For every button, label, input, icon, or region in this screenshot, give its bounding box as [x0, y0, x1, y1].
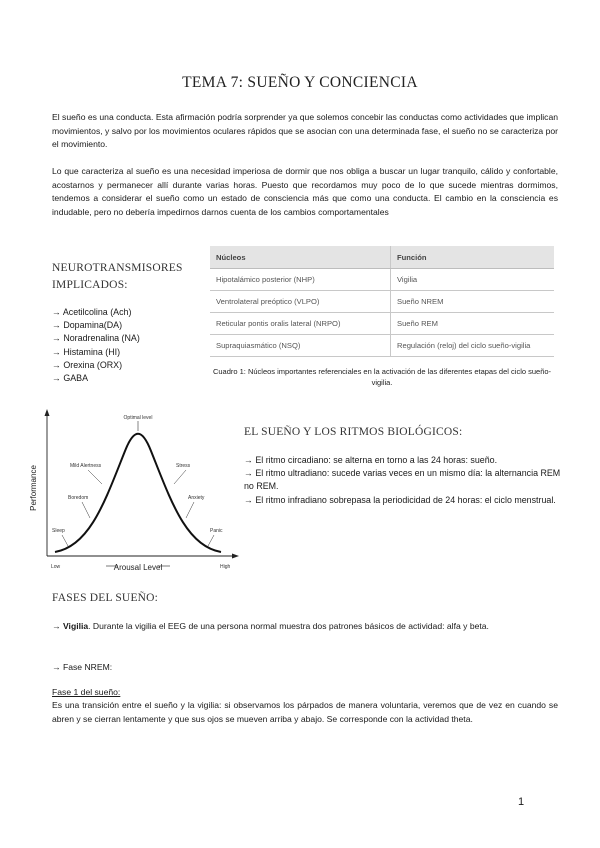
list-item: → El ritmo ultradiano: sucede varias veces en un mismo día: la alternancia REM no REM.	[244, 468, 561, 492]
curve-label-left-1: Mild Alertness	[70, 463, 102, 469]
list-item: → Noradrenalina (NA)	[52, 333, 140, 344]
label-pointer	[62, 535, 68, 546]
fase1-title: Fase 1 del sueño:	[52, 687, 121, 697]
nuclei-table	[210, 246, 554, 357]
list-item: → Orexina (ORX)	[52, 359, 123, 370]
table-header-nucleos: Núcleos	[210, 246, 391, 269]
intro-paragraph-2: Lo que caracteriza al sueño es una necesidad imperiosa de dormir que nos obliga a buscar un lugar tranquilo, cálido y confortable, acostarnos y permanecer allí durante varias horas. Puesto que recordamos muy poco de lo que sucede mientras dormimos, tendemos a considerar el sueño como un estado de consciencia más que como una conducta. El cambio en la consciencia es indudable, pero no debería impedirnos darnos cuenta de los cambios comportamentales	[52, 166, 558, 217]
peak-label: Optimal level	[123, 415, 153, 421]
y-axis-label: Performance	[29, 465, 38, 511]
label-pointer	[208, 535, 214, 546]
table-row	[210, 335, 554, 357]
ritmos-heading: EL SUEÑO Y LOS RITMOS BIOLÓGICOS:	[244, 426, 463, 438]
fase1-paragraph: Es una transición entre el sueño y la vigilia: si observamos los párpados de manera voluntaria, veremos que de vez en cuando se abren y se cierran lentamente y que sus ojos se mueven arriba y abajo. Se corresponde con la actividad theta.	[52, 700, 558, 724]
table-cell: Hipotalámico posterior (NHP)	[210, 269, 391, 291]
performance-curve	[55, 434, 221, 552]
table-cell: Ventrolateral preóptico (VLPO)	[210, 291, 391, 313]
label-pointer	[174, 470, 186, 484]
x-high-label: High	[220, 564, 231, 570]
list-item: → El ritmo infradiano sobrepasa la periodicidad de 24 horas: el ciclo menstrual.	[244, 494, 556, 505]
table-cell: Reticular pontis oralis lateral (NRPO)	[210, 313, 391, 335]
curve-label-right-3: Panic	[210, 528, 223, 534]
list-item: → El ritmo circadiano: se alterna en torno a las 24 horas: sueño.	[244, 455, 498, 465]
neuro-heading-line1: NEUROTRANSMISORES	[52, 262, 183, 274]
table-cell: Vigilia	[391, 269, 555, 291]
curve-label-right-2: Anxiety	[188, 495, 205, 501]
vigilia-paragraph	[52, 620, 558, 634]
table-caption: Cuadro 1: Núcleos importantes referenciales en la activación de las diferentes etapas del ciclo sueño-vigilia.	[212, 367, 552, 387]
label-pointer	[186, 502, 194, 518]
fases-heading: FASES DEL SUEÑO:	[52, 592, 159, 604]
list-item: → Acetilcolina (Ach)	[52, 307, 132, 317]
list-item: → Dopamina(DA)	[52, 320, 123, 331]
label-pointer	[88, 470, 102, 484]
x-axis-label: Arousal Level	[113, 563, 163, 572]
vigilia-label: → Vigilia	[52, 621, 89, 631]
intro-paragraph-1: El sueño es una conducta. Esta afirmación podría sorprender ya que solemos concebir las conductas como actividades que implican movimientos, y salvo por los movimientos oculares rápidos que se asocian con una determinada fase, el sueño no se caracteriza por el movimiento.	[52, 112, 558, 150]
table-row	[210, 313, 554, 335]
page-title: TEMA 7: SUEÑO Y CONCIENCIA	[182, 74, 418, 91]
vigilia-text: . Durante la vigilia el EEG de una persona normal muestra dos patrones básicos de actividad: alfa y beta.	[88, 621, 489, 631]
neurotransmitter-list	[52, 306, 140, 385]
ritmos-list	[244, 454, 562, 507]
page-number: 1	[518, 796, 525, 808]
label-pointer	[82, 502, 90, 518]
list-item: → Histamina (HI)	[52, 346, 121, 357]
x-axis-arrow-icon	[232, 554, 239, 559]
table-row	[210, 269, 554, 291]
table-header-row	[210, 246, 554, 269]
curve-label-left-2: Boredom	[68, 495, 89, 501]
table-cell: Supraquiasmático (NSQ)	[210, 335, 391, 357]
arousal-performance-graph	[30, 406, 240, 576]
curve-label-left-3: Sleep	[52, 528, 65, 534]
table-row	[210, 291, 554, 313]
table-cell: Sueño REM	[391, 313, 555, 335]
table-cell: Sueño NREM	[391, 291, 555, 313]
fase-nrem-label: → Fase NREM:	[52, 662, 113, 672]
y-axis-arrow-icon	[45, 409, 50, 416]
neuro-heading-line2: IMPLICADOS:	[52, 279, 128, 291]
list-item: → GABA	[52, 373, 89, 384]
table-header-funcion: Función	[391, 246, 555, 269]
table-cell: Regulación (reloj) del ciclo sueño-vigilia	[391, 335, 555, 357]
x-low-label: Low	[51, 564, 61, 570]
curve-label-right-1: Stress	[176, 463, 191, 469]
